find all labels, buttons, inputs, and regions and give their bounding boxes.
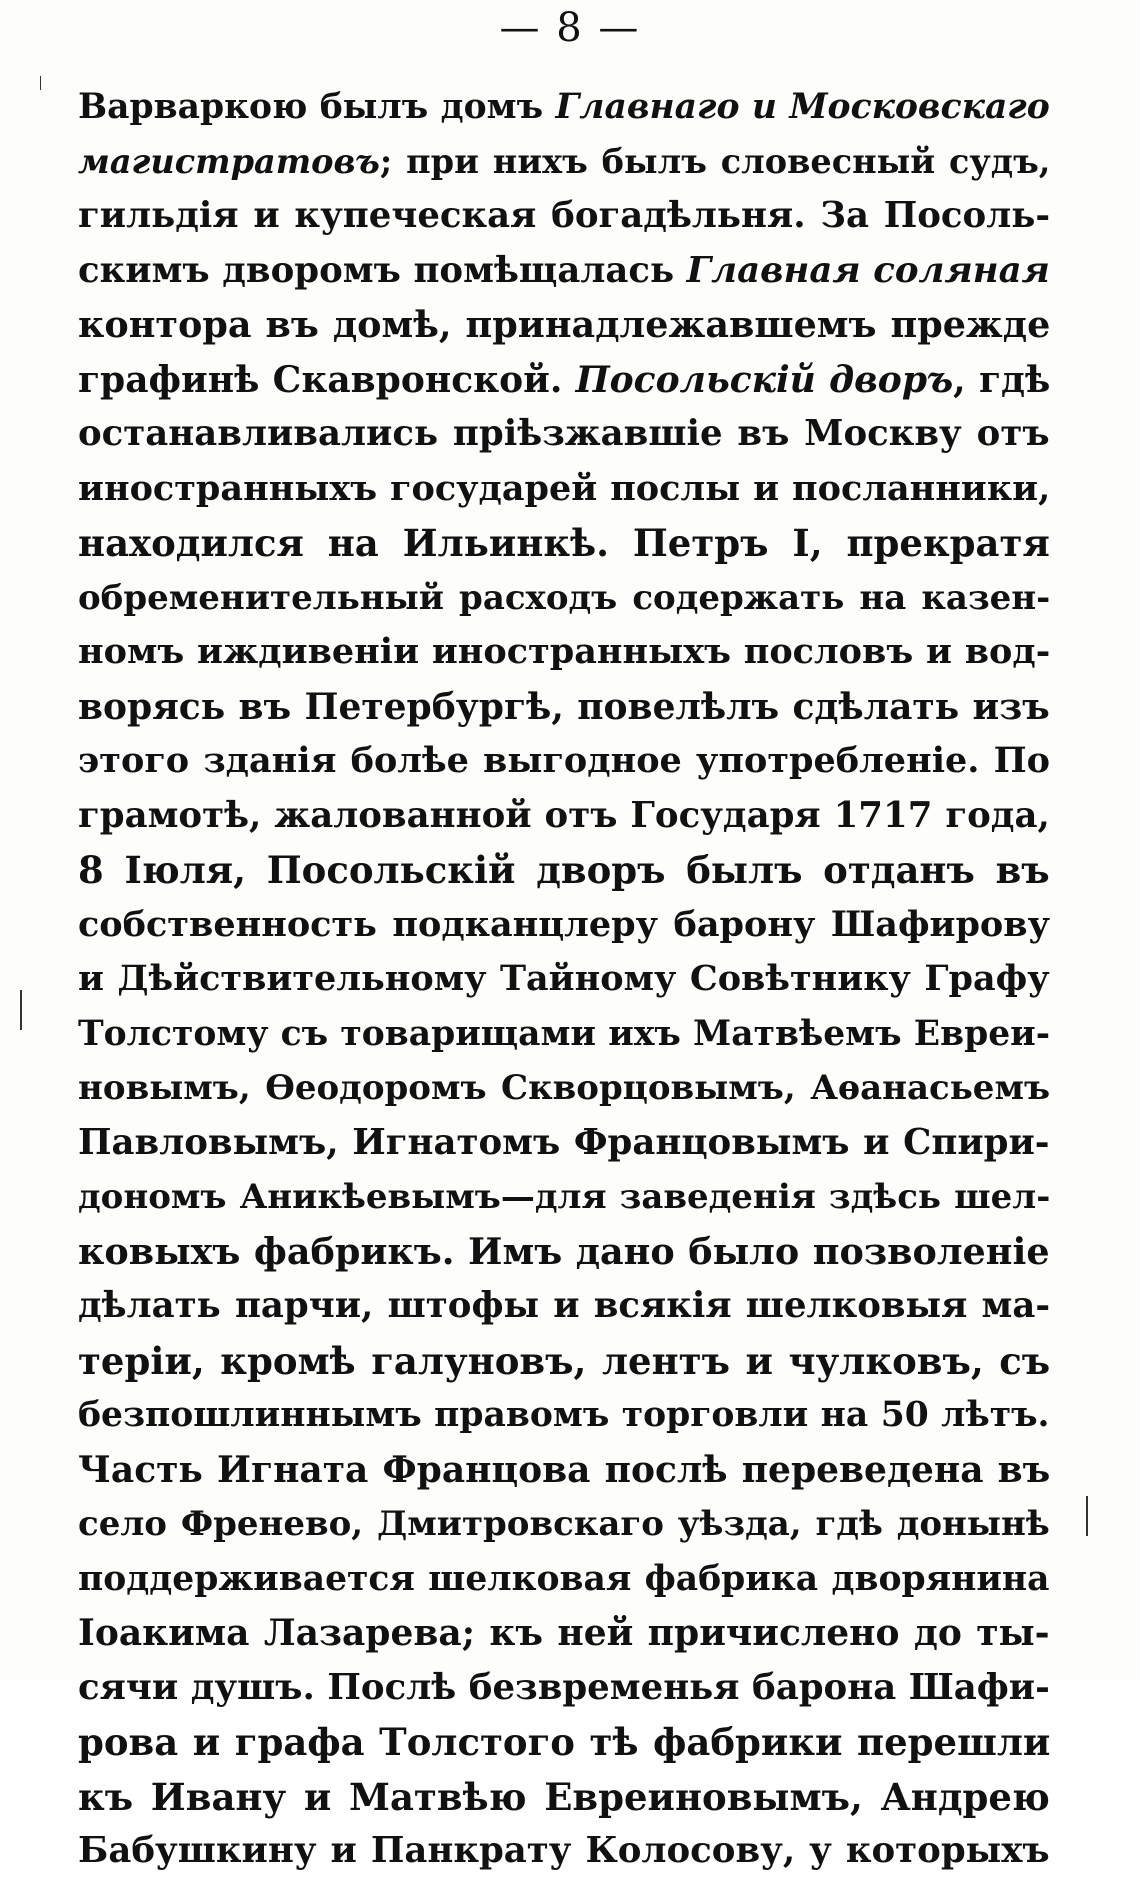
text-line	[78, 298, 1050, 353]
margin-mark	[40, 76, 41, 90]
text-segment: новымъ, Ѳеодоромъ Скворцовымъ, Аѳанасьемъ	[78, 1068, 1051, 1108]
text-segment: ковыхъ фабрикъ. Имъ дано было позволеніе	[78, 1229, 1050, 1273]
text-segment: ; при нихъ былъ словесный судъ,	[379, 141, 1051, 181]
page-number: — 8 —	[499, 5, 641, 51]
text-segment: скимъ дворомъ помѣщалась	[78, 249, 687, 291]
text-segment: контора въ домѣ, принадлежавшемъ прежде	[78, 303, 1051, 346]
text-line	[78, 1824, 1050, 1879]
italic-text-segment: Посольскій дворъ	[575, 358, 954, 401]
text-line	[78, 1552, 1050, 1607]
text-segment: гильдія и купеческая богадѣльня. За Посоль-	[78, 195, 1051, 236]
text-line	[78, 1225, 1050, 1280]
text-line	[78, 1443, 1050, 1498]
text-segment: номъ иждивеніи иностранныхъ пословъ и вод-	[78, 631, 1051, 672]
text-line	[78, 189, 1050, 244]
text-line	[78, 843, 1050, 898]
text-segment: Іоакима Лазарева; къ ней причислено до ты-	[78, 1612, 1050, 1654]
text-line	[78, 1606, 1050, 1661]
text-segment: 8 Іюля, Посольскій дворъ былъ отданъ въ	[78, 848, 1050, 892]
text-segment: дѣлать парчи, штофы и всякія шелковыя ма-	[78, 1285, 1051, 1326]
text-segment: ворясь въ Петербургѣ, повелѣлъ сдѣлать изъ	[78, 685, 1050, 728]
body-text	[78, 80, 1050, 1879]
text-line	[78, 898, 1050, 953]
text-line	[78, 625, 1050, 680]
text-line	[78, 1661, 1050, 1716]
text-segment: , гдѣ	[953, 358, 1051, 401]
text-segment: рова и графа Толстого тѣ фабрики перешли	[78, 1720, 1051, 1764]
text-line	[78, 80, 1050, 135]
margin-mark	[20, 990, 22, 1030]
text-segment: находился на Ильинкѣ. Петръ I, прекратя	[78, 521, 1050, 565]
text-line	[78, 462, 1050, 517]
text-segment: Толстому съ товарищами ихъ Матвѣемъ Евреи-	[78, 1013, 1051, 1054]
text-segment: графинѣ Скавронской.	[78, 358, 576, 401]
text-line	[78, 135, 1050, 190]
text-segment: этого зданія болѣе выгодное употребленіе. По	[78, 740, 1051, 781]
text-segment: иностранныхъ государей послы и посланники,	[78, 467, 1051, 509]
text-segment: Варваркою былъ домъ	[78, 87, 556, 127]
text-line	[78, 1334, 1050, 1389]
text-segment: обременительный расходъ содержать на казен-	[78, 577, 1051, 618]
text-segment: собственность подканцлеру барону Шафирову	[78, 903, 1051, 945]
text-line	[78, 680, 1050, 735]
text-line	[78, 407, 1050, 462]
text-line	[78, 516, 1050, 571]
text-line	[78, 353, 1050, 408]
text-segment: Часть Игната Францова послѣ переведена въ	[78, 1448, 1051, 1491]
text-segment: село Френево, Дмитровскаго уѣзда, гдѣ донынѣ	[78, 1504, 1050, 1544]
text-line	[78, 1116, 1050, 1171]
text-line	[78, 734, 1050, 789]
text-line	[78, 952, 1050, 1007]
italic-text-segment: Главная соляная	[686, 249, 1050, 291]
text-segment: Бабушкину и Панкрату Колосову, у которыхъ	[78, 1830, 1050, 1871]
text-segment: теріи, кромѣ галуновъ, лентъ и чулковъ, съ	[78, 1338, 1051, 1383]
text-line	[78, 1007, 1050, 1062]
text-segment: грамотѣ, жалованной отъ Государя 1717 года,	[78, 794, 1050, 836]
text-line	[78, 244, 1050, 299]
text-line	[78, 1715, 1050, 1770]
text-segment: къ Ивану и Матвѣю Евреиновымъ, Андрею	[78, 1774, 1050, 1819]
text-line	[78, 1770, 1050, 1825]
text-segment: сячи душъ. Послѣ безвременья барона Шафи-	[78, 1666, 1050, 1708]
text-segment: и Дѣйствительному Тайному Совѣтнику Графу	[78, 958, 1050, 999]
text-segment: останавливались пріѣзжавшіе въ Москву отъ	[78, 413, 1050, 454]
text-line	[78, 1170, 1050, 1225]
text-segment: Павловымъ, Игнатомъ Францовымъ и Спири-	[78, 1121, 1050, 1163]
margin-mark	[1086, 1496, 1088, 1536]
text-line	[78, 1497, 1050, 1552]
italic-text-segment: Главнаго и Московскаго	[555, 87, 1050, 127]
text-line	[78, 1061, 1050, 1116]
text-segment: безпошлиннымъ правомъ торговли на 50 лѣтъ.	[78, 1395, 1050, 1435]
italic-text-segment: магистратовъ	[78, 141, 380, 181]
text-line	[78, 571, 1050, 626]
text-segment: поддерживается шелковая фабрика дворянина	[78, 1558, 1050, 1599]
text-line	[78, 1388, 1050, 1443]
text-line	[78, 1279, 1050, 1334]
text-segment: дономъ Аникѣевымъ—для заведенія здѣсь шел-	[78, 1177, 1051, 1217]
text-line	[78, 789, 1050, 844]
